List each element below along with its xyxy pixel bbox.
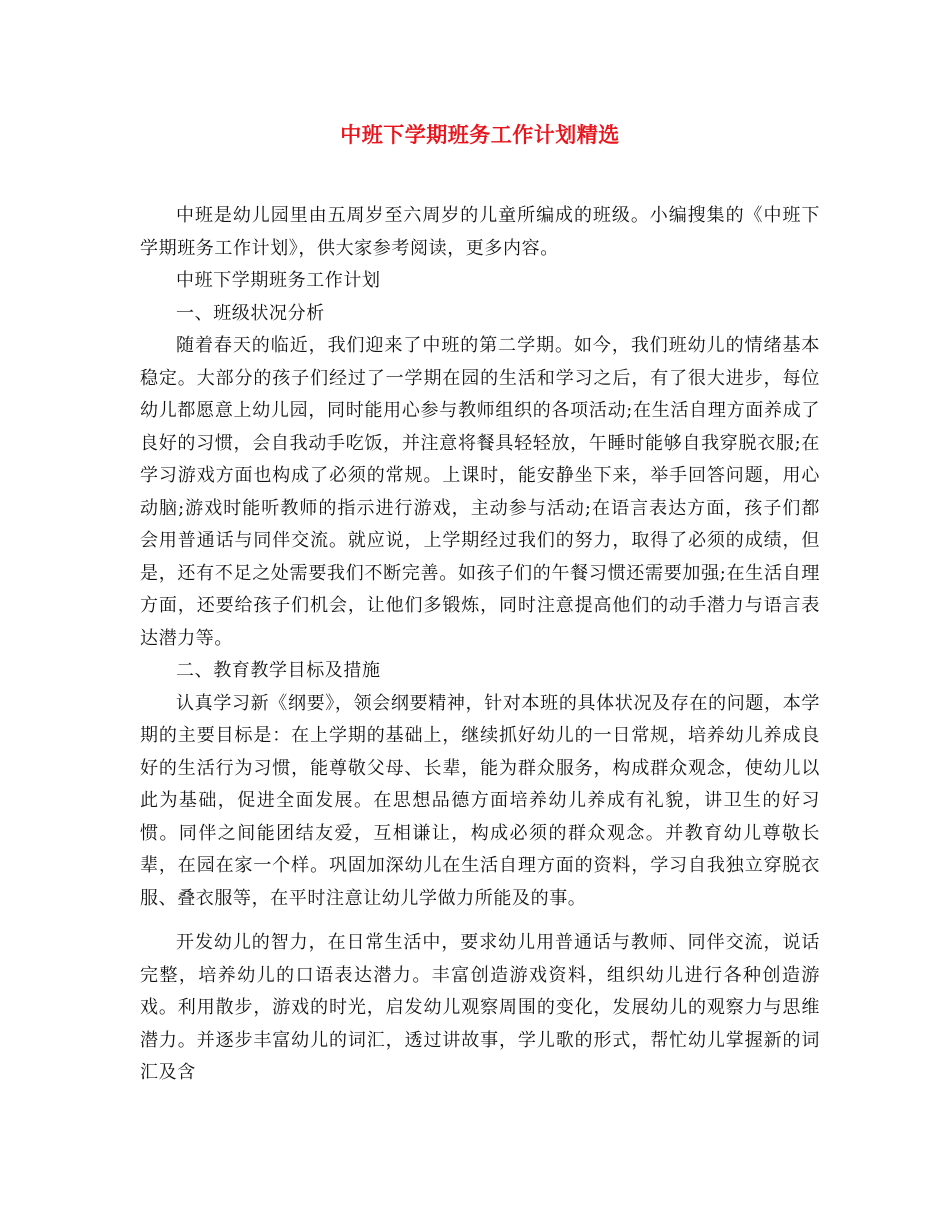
section-heading-plan: 中班下学期班务工作计划 (176, 270, 381, 291)
section-heading-class-analysis: 一、班级状况分析 (176, 302, 325, 324)
class-analysis-paragraph: 随着春天的临近，我们迎来了中班的第二学期。如今，我们班幼儿的情绪基本稳定。大部分的孩子们经过了一学期在园的生活和学习之后，有了很大进步，每位幼儿都愿意上幼儿园，同时能用心参与教师组织的各项活动;在生活自理方面养成了良好的习惯，会自我动手吃饭，并注意将餐具轻轻放，午睡时能够自我穿脱衣服;在学习游戏方面也构成了必须的常规。上课时，能安静坐下来，举手回答问题，用心动脑;游戏时能听教师的指示进行游戏，主动参与活动;在语言表达方面，孩子们都会用普通话与同伴交流。就应说，上学期经过我们的努力，取得了必须的成绩，但是，还有不足之处需要我们不断完善。如孩子们的午餐习惯还需要加强;在生活自理方面，还要给孩子们机会，让他们多锻炼，同时注意提高他们的动手潜力与语言表达潜力等。 (140, 335, 820, 649)
goals-paragraph: 认真学习新《纲要》，领会纲要精神，针对本班的具体状况及存在的问题，本学期的主要目标是：在上学期的基础上，继续抓好幼儿的一日常规，培养幼儿养成良好的生活行为习惯，能尊敬父母、长辈，能为群众服务，构成群众观念，使幼儿以此为基础，促进全面发展。在思想品德方面培养幼儿养成有礼貌，讲卫生的好习惯。同伴之间能团结友爱，互相谦让，构成必须的群众观念。并教育幼儿尊敬长辈，在园在家一个样。巩固加深幼儿在生活自理方面的资料，学习自我独立穿脱衣服、叠衣服等，在平时注意让幼儿学做力所能及的事。 (140, 692, 820, 909)
intro-paragraph: 中班是幼儿园里由五周岁至六周岁的儿童所编成的班级。小编搜集的《中班下学期班务工作计划》，供大家参考阅读，更多内容。 (140, 205, 820, 259)
section-heading-goals: 二、教育教学目标及措施 (176, 660, 381, 681)
document-title: 中班下学期班务工作计划精选 (340, 122, 620, 147)
intelligence-paragraph: 开发幼儿的智力，在日常生活中，要求幼儿用普通话与教师、同伴交流，说话完整，培养幼儿的口语表达潜力。丰富创造游戏资料，组织幼儿进行各种创造游戏。利用散步，游戏的时光，启发幼儿观察周围的变化，发展幼儿的观察力与思维潜力。并逐步丰富幼儿的词汇，透过讲故事，学儿歌的形式，帮忙幼儿掌握新的词汇及含 (140, 932, 820, 1083)
